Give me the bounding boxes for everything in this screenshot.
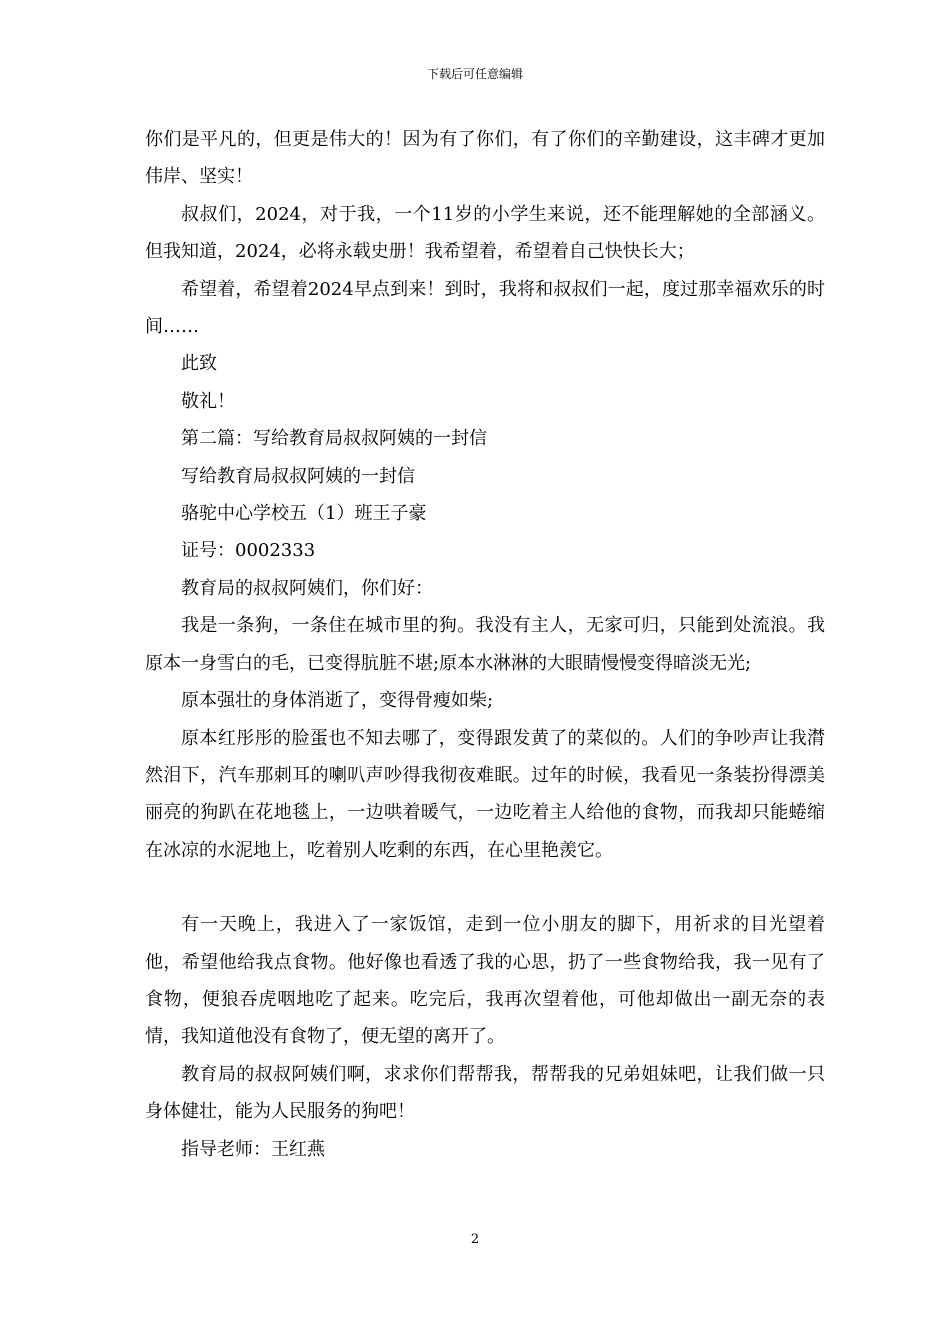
page-header-note: 下载后可任意编辑 xyxy=(426,67,523,81)
paragraph-hoping-2024: 希望着，希望着2024早点到来！到时，我将和叔叔们一起，度过那幸福欢乐的时间…… xyxy=(145,278,825,338)
closing-cizhi: 此致 xyxy=(181,353,217,375)
instructor-line: 指导老师：王红燕 xyxy=(181,1138,325,1160)
closing-jingli: 敬礼！ xyxy=(181,390,235,412)
paragraph-plea: 教育局的叔叔阿姨们啊，求求你们帮帮我，帮帮我的兄弟姐妹吧，让我们做一只身体健壮，能为人民服务的狗吧！ xyxy=(145,1063,825,1123)
certificate-number: 证号：0002333 xyxy=(181,540,316,562)
paragraph-strong-body: 原本强壮的身体消逝了，变得骨瘦如柴; xyxy=(181,690,494,712)
letter-title: 写给教育局叔叔阿姨的一封信 xyxy=(181,465,415,487)
document-body xyxy=(145,121,825,1168)
letter-salutation: 教育局的叔叔阿姨们，你们好： xyxy=(181,577,433,599)
paragraph-restaurant-night: 有一天晚上，我进入了一家饭馆，走到一位小朋友的脚下，用祈求的目光望着他，希望他给我点食物。他好像也看透了我的心思，扔了一些食物给我，我一见有了食物，便狼吞虎咽地吃了起来。吃完后，我再次望着他，可他却做出一副无奈的表情，我知道他没有食物了，便无望的离开了。 xyxy=(145,914,825,1048)
paragraph-gap xyxy=(145,869,825,906)
author-line: 骆驼中心学校五（1）班王子豪 xyxy=(181,503,427,525)
section-heading-part-two: 第二篇：写给教育局叔叔阿姨的一封信 xyxy=(181,428,487,450)
paragraph-stray-dog: 我是一条狗，一条住在城市里的狗。我没有主人，无家可归，只能到处流浪。我原本一身雪白的毛，已变得肮脏不堪;原本水淋淋的大眼睛慢慢变得暗淡无光; xyxy=(145,615,825,674)
paragraph-face-and-noise: 原本红彤彤的脸蛋也不知去哪了，变得跟发黄了的菜似的。人们的争吵声让我潸然泪下，汽车那刺耳的喇叭声吵得我彻夜难眠。过年的时候，我看见一条装扮得漂美丽亮的狗趴在花地毯上，一边哄着暖气，一边吃着主人给他的食物，而我却只能蜷缩在冰凉的水泥地上，吃着别人吃剩的东西，在心里艳羡它。 xyxy=(145,727,825,861)
page-number: 2 xyxy=(470,1232,480,1247)
paragraph-uncles-2024: 叔叔们，2024，对于我，一个11岁的小学生来说，还不能理解她的全部涵义。但我知道，2024，必将永载史册！我希望着，希望着自己快快长大； xyxy=(145,203,825,263)
paragraph-ordinary-but-great: 你们是平凡的，但更是伟大的！因为有了你们，有了你们的辛勤建设，这丰碑才更加伟岸、坚实！ xyxy=(145,129,825,188)
